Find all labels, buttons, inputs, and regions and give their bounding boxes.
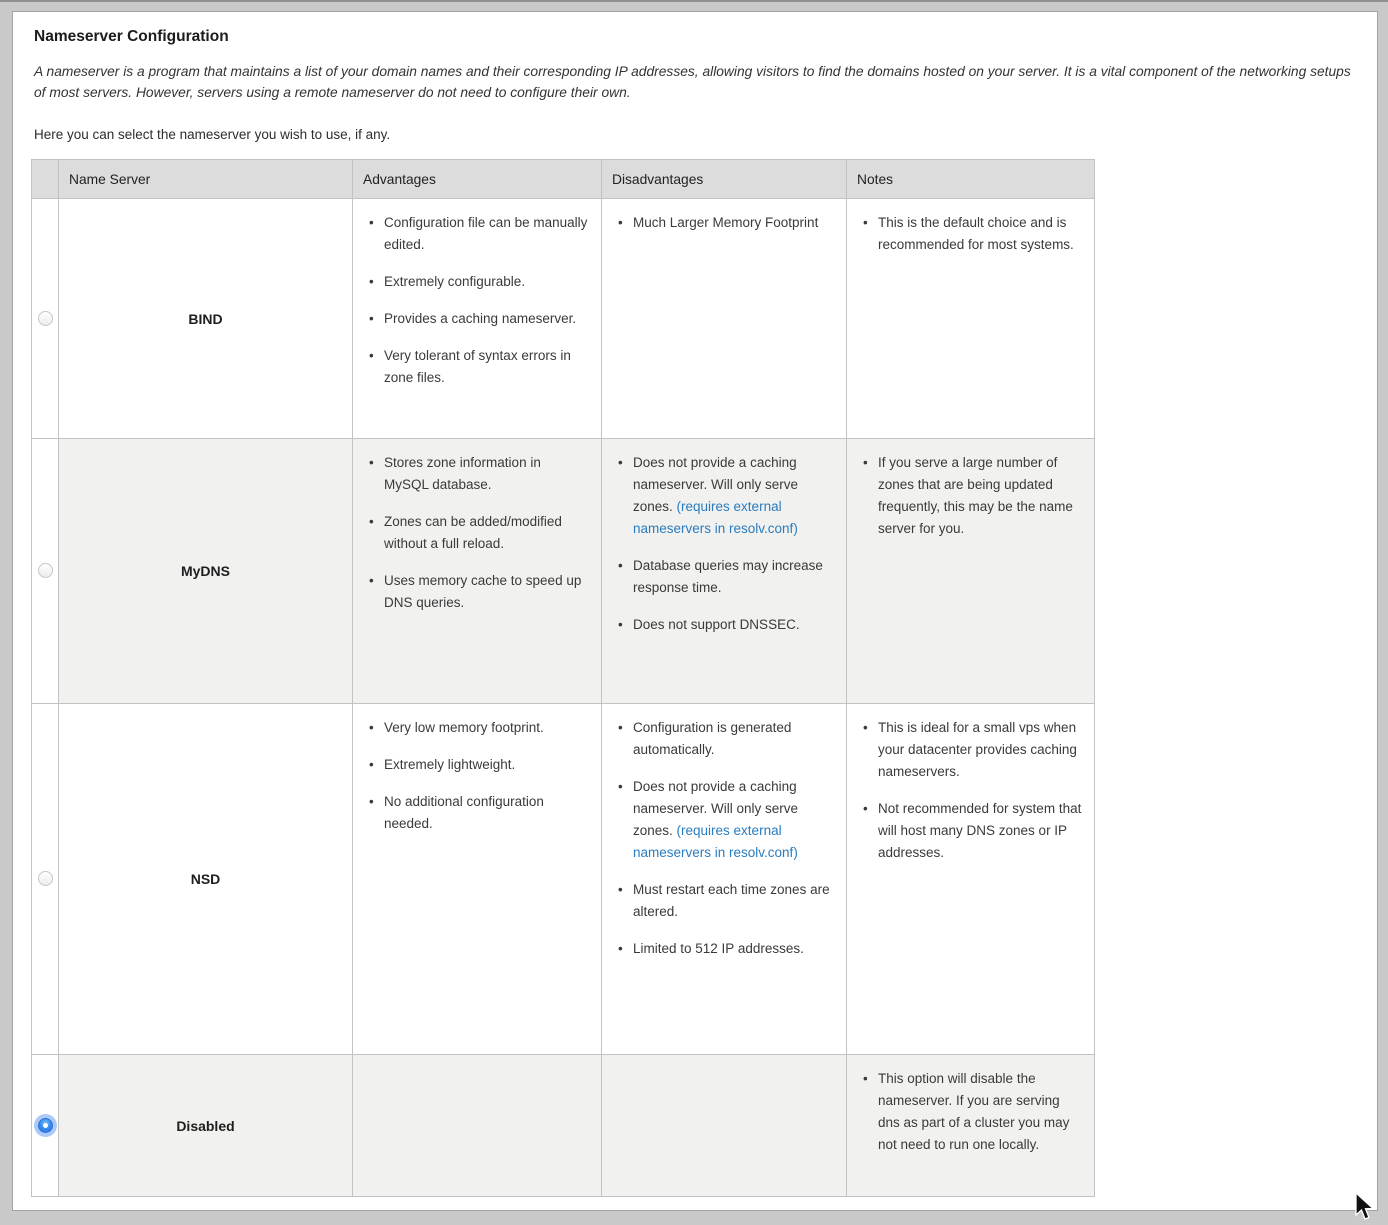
list-item: • Stores zone information in MySQL database. xyxy=(366,452,589,496)
radio-nsd[interactable] xyxy=(38,871,53,886)
advantages-cell xyxy=(353,1055,602,1197)
notes-cell xyxy=(847,439,1095,704)
list-item: • Uses memory cache to speed up DNS queries. xyxy=(366,570,589,614)
advantages-cell xyxy=(353,199,602,439)
list-item: • Zones can be added/modified without a full reload. xyxy=(366,511,589,555)
nameserver-name xyxy=(59,199,353,439)
radio-cell xyxy=(32,439,59,704)
list-item: • Extremely lightweight. xyxy=(366,754,589,776)
nameserver-name-label: Disabled xyxy=(176,1117,235,1134)
radio-disabled[interactable] xyxy=(38,1118,53,1133)
list-item: • If you serve a large number of zones that are being updated frequently, this may be the name server for you. xyxy=(860,452,1082,540)
disadvantages-cell xyxy=(602,1055,847,1197)
table-header-row xyxy=(32,160,1095,199)
advantages-cell xyxy=(353,439,602,704)
list-item: • Does not support DNSSEC. xyxy=(615,614,834,636)
list-item: • Not recommended for system that will host many DNS zones or IP addresses. xyxy=(860,798,1082,864)
table-row xyxy=(32,439,1095,704)
list-item: • This is ideal for a small vps when your datacenter provides caching nameservers. xyxy=(860,717,1082,783)
list-item: • Configuration file can be manually edited. xyxy=(366,212,589,256)
list-item: • Configuration is generated automatically. xyxy=(615,717,834,761)
list-item: • Limited to 512 IP addresses. xyxy=(615,938,834,960)
table-row xyxy=(32,199,1095,439)
list-item: • Does not provide a caching nameserver. Will only serve zones. (requires external nameservers in resolv.conf) xyxy=(615,452,834,540)
nameserver-name-label: NSD xyxy=(190,871,221,887)
list-item: • This option will disable the nameserver. If you are serving dns as part of a cluster you may not need to run one locally. xyxy=(860,1068,1082,1156)
nameserver-name xyxy=(59,439,353,704)
list-item: • Must restart each time zones are altered. xyxy=(615,879,834,923)
nameserver-config-panel xyxy=(12,11,1378,1211)
column-header-disadvantages: Disadvantages xyxy=(602,160,847,199)
list-item: • Does not provide a caching nameserver. Will only serve zones. (requires external nameservers in resolv.conf) xyxy=(615,776,834,864)
list-item: • This is the default choice and is recommended for most systems. xyxy=(860,212,1082,256)
notes-cell xyxy=(847,1055,1095,1197)
list-item: • Very tolerant of syntax errors in zone files. xyxy=(366,345,589,389)
column-header-name-server: Name Server xyxy=(59,160,353,199)
radio-cell xyxy=(32,1055,59,1197)
column-header-notes: Notes xyxy=(847,160,1095,199)
list-item: • Very low memory footprint. xyxy=(366,717,589,739)
list-item: • Database queries may increase response time. xyxy=(615,555,834,599)
nameserver-name-label: BIND xyxy=(188,310,223,327)
nameserver-name-label: MyDNS xyxy=(180,563,230,579)
radio-cell xyxy=(32,704,59,1055)
notes-cell xyxy=(847,199,1095,439)
disadvantages-cell xyxy=(602,439,847,704)
list-item: • No additional configuration needed. xyxy=(366,791,589,835)
disadvantages-cell xyxy=(602,199,847,439)
disadvantages-cell xyxy=(602,704,847,1055)
nameserver-name xyxy=(59,1055,353,1197)
notes-cell xyxy=(847,704,1095,1055)
radio-cell xyxy=(32,199,59,439)
page-instruction: Here you can select the nameserver you wish to use, if any. xyxy=(34,127,391,142)
radio-mydns[interactable] xyxy=(38,563,53,578)
table-row xyxy=(32,704,1095,1055)
table-row xyxy=(32,1055,1095,1197)
column-header-advantages: Advantages xyxy=(353,160,602,199)
column-header-radio xyxy=(32,160,59,199)
page-title: Nameserver Configuration xyxy=(34,28,229,45)
radio-bind[interactable] xyxy=(38,311,53,326)
window-edge xyxy=(0,0,1388,2)
nameserver-table xyxy=(31,159,1095,1197)
list-item: • Much Larger Memory Footprint xyxy=(615,212,834,234)
page-description: A nameserver is a program that maintains a list of your domain names and their corresponding IP addresses, allowing visitors to find the domains hosted on your server. It is a vital component of the networking setups of most servers. However, servers using a remote nameserver do not need to configure their own. xyxy=(34,64,1351,100)
advantages-cell xyxy=(353,704,602,1055)
nameserver-name xyxy=(59,704,353,1055)
list-item: • Extremely configurable. xyxy=(366,271,589,293)
list-item: • Provides a caching nameserver. xyxy=(366,308,589,330)
resolv-conf-link[interactable]: (requires external nameservers in resolv.conf) xyxy=(633,823,798,860)
resolv-conf-link[interactable]: (requires external nameservers in resolv.conf) xyxy=(633,499,798,536)
